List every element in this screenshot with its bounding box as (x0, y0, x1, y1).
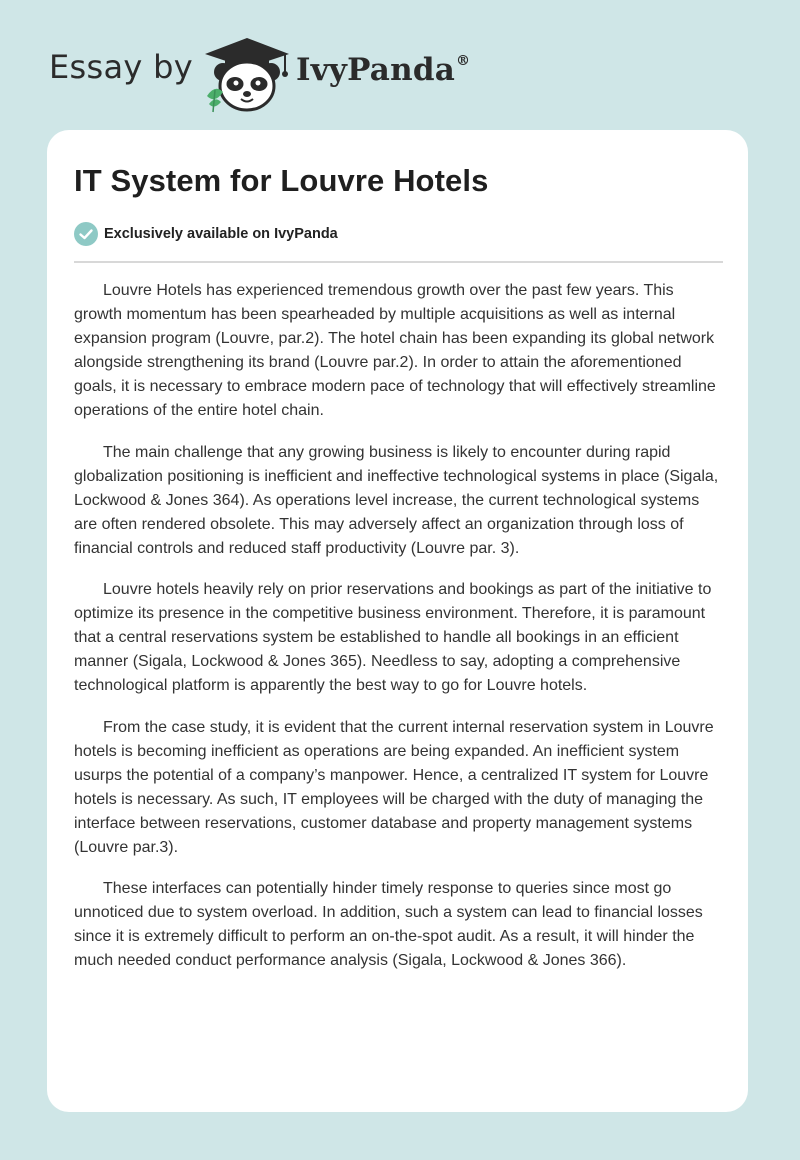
page-title: IT System for Louvre Hotels (74, 163, 489, 198)
essay-paragraph-4: From the case study, it is evident that the current internal reservation system in Louvre hotels is becoming inefficient as operations are being expanded. An inefficient system usurps the potential of a company’s manpower. Hence, a centralized IT system for Louvre hotels is necessary. As such, IT employees will be charged with the duty of managing the interface between reservations, customer database and property management systems (Louvre par.3). (74, 718, 714, 856)
essay-paragraph-2: The main challenge that any growing business is likely to encounter during rapid globalization positioning is inefficient and ineffective technological systems in place (Sigala, Lockwood & Jones 364). As operations level increase, the current technological systems are often rendered obsolete. This may adversely affect an organization through loss of financial controls and reduced staff productivity (Louvre par. 3). (74, 443, 719, 557)
essay-paragraph-5: These interfaces can potentially hinder timely response to queries since most go unnoticed due to system overload. In addition, such a system can lead to financial losses since it is extremely difficult to perform an on-the-spot audit. As a result, it will hinder the much needed conduct performance analysis (Sigala, Lockwood & Jones 366). (74, 880, 703, 970)
brand-name[interactable] (296, 52, 470, 88)
exclusive-badge-label: Exclusively available on IvyPanda (104, 226, 338, 242)
essay-paragraph-3: Louvre hotels heavily rely on prior reservations and bookings as part of the initiative to optimize its presence in the competitive business environment. Therefore, it is paramount that a central reservations system be established to handle all bookings in an efficient manner (Sigala, Lockwood & Jones 365). Needless to say, adopting a comprehensive technological platform is apparently the best way to go for Louvre hotels. (74, 581, 712, 695)
essay-paragraph-1: Louvre Hotels has experienced tremendous growth over the past few years. This growth momentum has been spearheaded by multiple acquisitions as well as internal expansion program (Louvre, par.2). The hotel chain has been expanding its global network alongside strengthening its brand (Louvre par.2). In order to attain the aforementioned goals, it is necessary to embrace modern pace of technology that will effectively streamline operations of the entire hotel chain. (74, 282, 716, 420)
exclusive-badge (74, 221, 338, 247)
brand-label: IvyPanda (296, 52, 455, 88)
essay-card (47, 130, 748, 1112)
panda-graduate-icon[interactable] (201, 34, 293, 114)
essay-body (74, 279, 726, 990)
title-divider (74, 261, 723, 263)
site-header (0, 0, 800, 128)
check-circle-icon (74, 222, 98, 246)
registered-mark: ® (456, 52, 471, 69)
essay-by-label: Essay by (49, 48, 193, 86)
